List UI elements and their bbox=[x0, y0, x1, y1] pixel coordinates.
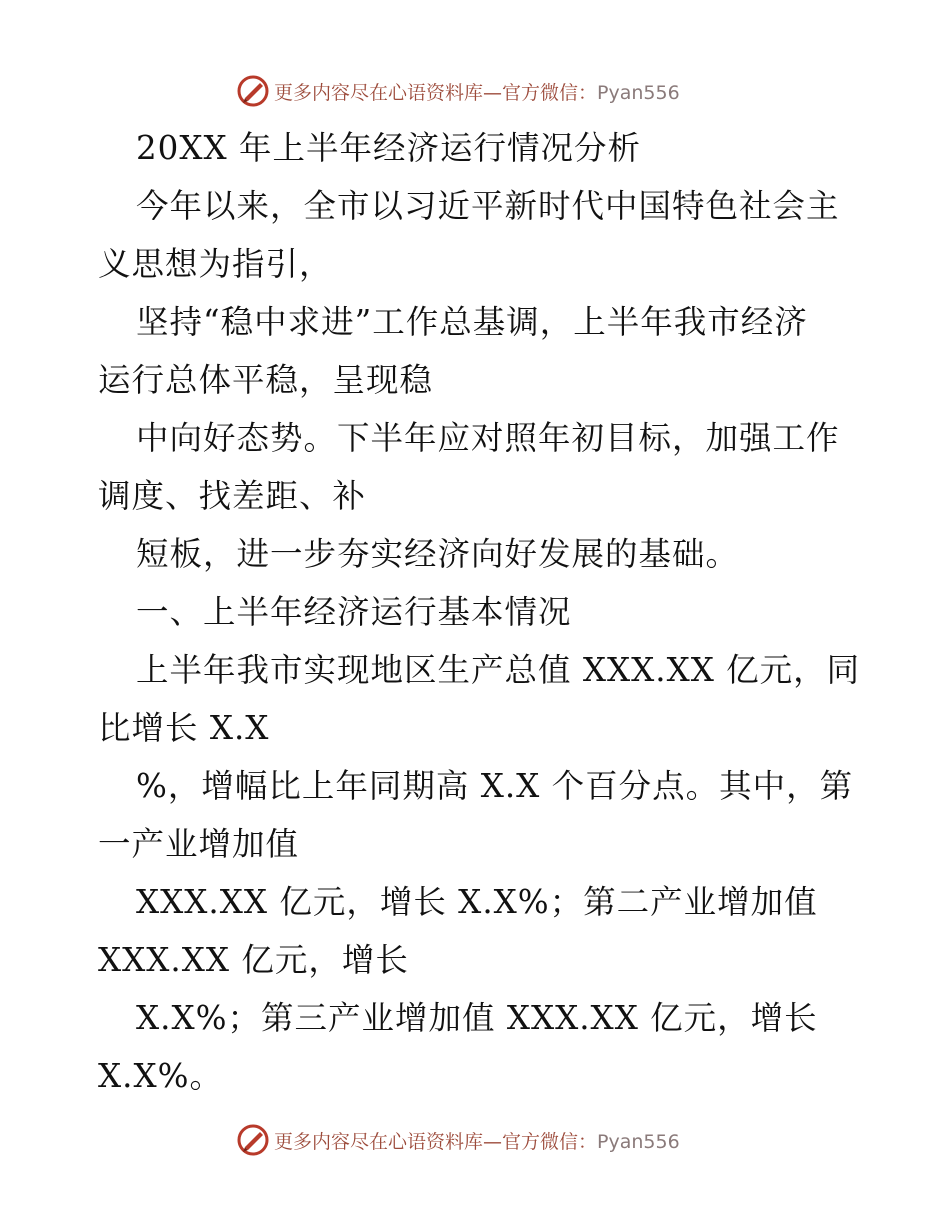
paragraph-line: 上半年我市实现地区生产总值 XXX.XX 亿元，同 bbox=[136, 651, 861, 689]
paragraph-line: 运行总体平稳，呈现稳 bbox=[98, 361, 434, 399]
paragraph-line: X.X%。 bbox=[98, 1057, 223, 1095]
paragraph-line: 短板，进一步夯实经济向好发展的基础。 bbox=[136, 535, 740, 573]
section-heading: 一、上半年经济运行基本情况 bbox=[136, 593, 572, 631]
paragraph-line: 坚持“稳中求进”工作总基调，上半年我市经济 bbox=[136, 303, 808, 341]
watermark-text: 更多内容尽在心语资料库—官方微信：Pyan556 bbox=[274, 1130, 680, 1153]
document-title: 20XX 年上半年经济运行情况分析 bbox=[136, 129, 641, 167]
paragraph-line: 比增长 X.X bbox=[98, 709, 270, 747]
paragraph-line: XXX.XX 亿元，增长 X.X%；第二产业增加值 bbox=[136, 883, 818, 921]
paragraph-line: XXX.XX 亿元，增长 bbox=[98, 941, 409, 979]
watermark-footer bbox=[236, 1123, 680, 1157]
paragraph-line: X.X%；第三产业增加值 XXX.XX 亿元，增长 bbox=[136, 999, 818, 1037]
watermark-header bbox=[236, 74, 680, 108]
paragraph-line: 调度、找差距、补 bbox=[98, 477, 367, 515]
watermark-text: 更多内容尽在心语资料库—官方微信：Pyan556 bbox=[274, 81, 680, 104]
watermark-id: Pyan556 bbox=[597, 1130, 680, 1153]
watermark-id: Pyan556 bbox=[597, 81, 680, 104]
paragraph-line: 今年以来，全市以习近平新时代中国特色社会主 bbox=[136, 187, 840, 225]
pen-logo-icon bbox=[236, 1123, 270, 1157]
paragraph-line: 中向好态势。下半年应对照年初目标，加强工作 bbox=[136, 419, 840, 457]
pen-logo-icon bbox=[236, 74, 270, 108]
paragraph-line: 一产业增加值 bbox=[98, 825, 300, 863]
paragraph-line: 义思想为指引， bbox=[98, 245, 333, 283]
paragraph-line: %，增幅比上年同期高 X.X 个百分点。其中，第 bbox=[136, 767, 854, 805]
